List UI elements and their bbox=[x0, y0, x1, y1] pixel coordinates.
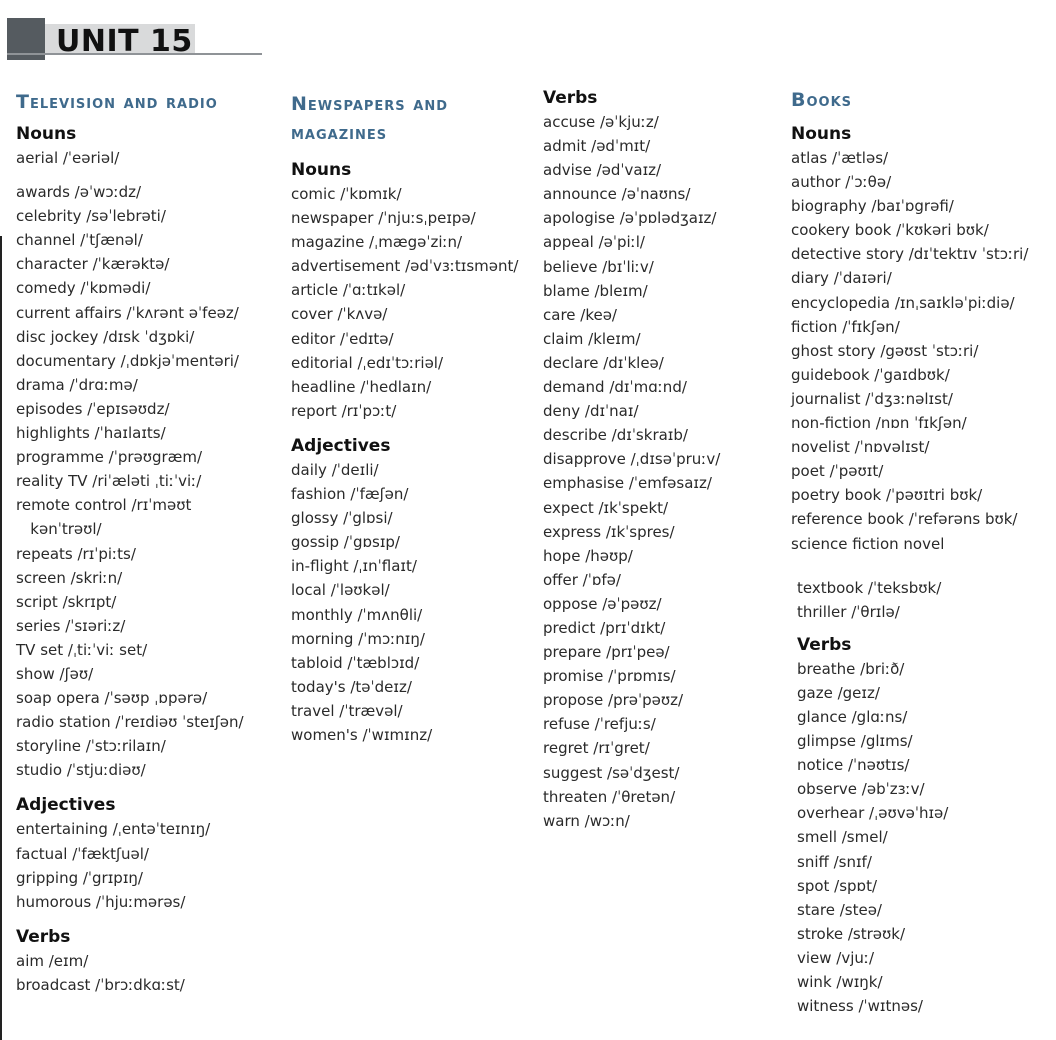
group-tv-adjectives bbox=[16, 793, 282, 913]
list-tv-nouns-b bbox=[16, 180, 282, 782]
unit-title: UNIT 15 bbox=[56, 24, 193, 59]
vocab-entry: magazine /ˌmægəˈziːn/ bbox=[291, 233, 463, 252]
heading-tv-verbs: Verbs bbox=[16, 926, 71, 947]
vocab-entry: drama /ˈdrɑːmə/ bbox=[16, 375, 138, 394]
vocab-entry: apologise /əˈpɒlədʒaɪz/ bbox=[543, 209, 717, 228]
vocab-entry: highlights /ˈhaɪlaɪts/ bbox=[16, 424, 166, 443]
heading-news-nouns: Nouns bbox=[291, 160, 352, 180]
spacer bbox=[16, 914, 282, 925]
vocab-entry: gossip /ˈgɒsɪp/ bbox=[291, 533, 400, 552]
vocab-entry: suggest /səˈdʒest/ bbox=[543, 763, 680, 782]
vocab-entry: TV set /ˌtiːˈviː set/ bbox=[16, 640, 148, 659]
vocab-entry: author /ˈɔːθə/ bbox=[791, 173, 892, 192]
vocab-entry: care /keə/ bbox=[543, 305, 617, 324]
vocab-entry: glimpse /glɪms/ bbox=[797, 732, 913, 751]
vocab-entry: guidebook /ˈgaɪdbʊk/ bbox=[791, 365, 950, 384]
vocab-entry: thriller /ˈθrɪlə/ bbox=[797, 602, 900, 621]
vocab-entry: overhear /ˌəʊvəˈhɪə/ bbox=[797, 804, 949, 823]
group-books-nouns bbox=[791, 122, 1053, 624]
vocab-entry: atlas /ˈætləs/ bbox=[791, 149, 889, 167]
vocab-entry: poet /ˈpəʊɪt/ bbox=[791, 462, 884, 481]
group-tv-nouns bbox=[16, 122, 282, 782]
vocab-entry: threaten /ˈθretən/ bbox=[543, 787, 676, 806]
list-books-nouns-a bbox=[791, 146, 1053, 556]
vocab-entry: series /ˈsɪəriːz/ bbox=[16, 616, 126, 635]
vocab-entry: travel /ˈtrævəl/ bbox=[291, 701, 403, 720]
vocab-entry: encyclopedia /ɪnˌsaɪkləˈpiːdiə/ bbox=[791, 293, 1015, 312]
group-tv-verbs bbox=[16, 925, 282, 997]
vocab-entry: aerial /ˈeəriəl/ bbox=[16, 149, 120, 167]
vocab-entry: script /skrɪpt/ bbox=[16, 592, 117, 611]
list-books-nouns-b bbox=[791, 576, 1053, 624]
list-reporting-verbs bbox=[543, 110, 783, 833]
vocab-entry: breathe /briːð/ bbox=[797, 659, 905, 678]
vocab-entry: deny /dɪˈnaɪ/ bbox=[543, 402, 639, 421]
vocab-entry: report /rɪˈpɔːt/ bbox=[291, 401, 397, 420]
vocab-entry: advertisement /ədˈvɜːtɪsmənt/ bbox=[291, 257, 519, 276]
vocab-entry: witness /ˈwɪtnəs/ bbox=[797, 997, 923, 1016]
vocab-entry: screen /skriːn/ bbox=[16, 568, 123, 587]
vocab-entry: spot /spɒt/ bbox=[797, 876, 878, 895]
vocab-entry: detective story /dɪˈtektɪv ˈstɔːri/ bbox=[791, 245, 1029, 264]
group-books-verbs bbox=[791, 633, 1053, 1018]
column-television-radio bbox=[16, 88, 282, 997]
vocab-entry: science fiction novel bbox=[791, 534, 945, 553]
vocab-entry: article /ˈɑːtɪkəl/ bbox=[291, 281, 406, 300]
vocab-entry: gripping /ˈgrɪpɪŋ/ bbox=[16, 868, 143, 887]
vocab-entry: comic /ˈkɒmɪk/ bbox=[291, 185, 402, 203]
vocab-entry: factual /ˈfæktʃuəl/ bbox=[16, 844, 149, 863]
vocab-entry: believe /bɪˈliːv/ bbox=[543, 257, 654, 276]
section-title-line-1: Newspapers and bbox=[291, 93, 449, 115]
vocab-entry: cookery book /ˈkʊkəri bʊk/ bbox=[791, 221, 989, 240]
spacer bbox=[16, 170, 282, 180]
vocab-entry: reality TV /riˈæləti ˌtiːˈviː/ bbox=[16, 472, 202, 491]
vocab-entry: newspaper /ˈnjuːsˌpeɪpə/ bbox=[291, 209, 476, 228]
vocab-entry: blame /bleɪm/ bbox=[543, 281, 648, 300]
vocab-entry: daily /ˈdeɪli/ bbox=[291, 460, 379, 479]
list-tv-verbs bbox=[16, 949, 282, 997]
column-reporting-verbs bbox=[543, 86, 783, 833]
vocab-entry: today's /təˈdeɪz/ bbox=[291, 677, 412, 696]
spacer bbox=[16, 782, 282, 793]
vocab-entry: oppose /əˈpəʊz/ bbox=[543, 594, 662, 613]
vocab-entry: character /ˈkærəktə/ bbox=[16, 255, 170, 274]
vocab-entry: current affairs /ˈkʌrənt əˈfeəz/ bbox=[16, 303, 239, 322]
group-reporting-verbs bbox=[543, 86, 783, 833]
vocab-entry: episodes /ˈepɪsəʊdz/ bbox=[16, 399, 170, 418]
list-books-verbs bbox=[797, 657, 1053, 1018]
vocab-entry: radio station /ˈreɪdiəʊ ˈsteɪʃən/ bbox=[16, 713, 244, 732]
vocab-entry: local /ˈləʊkəl/ bbox=[291, 581, 390, 600]
vocab-entry: show /ʃəʊ/ bbox=[16, 664, 94, 683]
vocab-entry: remote control /rɪˈməʊt bbox=[16, 496, 192, 515]
group-news-nouns bbox=[291, 158, 536, 423]
section-title-line-2: magazines bbox=[291, 122, 388, 144]
vocab-entry: repeats /rɪˈpiːts/ bbox=[16, 544, 136, 563]
vocab-entry: stare /steə/ bbox=[797, 900, 882, 919]
vocab-entry: emphasise /ˈemfəsaɪz/ bbox=[543, 474, 712, 493]
vocab-entry: broadcast /ˈbrɔːdkɑːst/ bbox=[16, 975, 185, 994]
heading-tv-adjectives: Adjectives bbox=[16, 795, 116, 816]
vocab-entry: propose /prəˈpəʊz/ bbox=[543, 691, 684, 710]
vocab-entry: appeal /əˈpiːl/ bbox=[543, 233, 645, 252]
list-tv-nouns-a bbox=[16, 146, 282, 170]
section-title-television-radio: Television and radio bbox=[16, 91, 218, 113]
vocab-entry: biography /baɪˈɒgrəfi/ bbox=[791, 197, 954, 216]
vocab-entry: describe /dɪˈskraɪb/ bbox=[543, 426, 688, 445]
vocab-entry: observe /əbˈzɜːv/ bbox=[797, 780, 925, 799]
vocab-entry: fashion /ˈfæʃən/ bbox=[291, 485, 409, 504]
vocab-entry: warn /wɔːn/ bbox=[543, 811, 630, 830]
vocab-entry: aim /eɪm/ bbox=[16, 951, 89, 970]
vocab-entry: tabloid /ˈtæblɔɪd/ bbox=[291, 653, 420, 672]
heading-books-verbs: Verbs bbox=[797, 634, 852, 655]
spacer bbox=[291, 423, 536, 434]
section-title-books: Books bbox=[791, 89, 853, 111]
vocab-entry: admit /ədˈmɪt/ bbox=[543, 137, 651, 156]
vocab-entry: glance /glɑːns/ bbox=[797, 707, 908, 726]
vocab-entry: wink /wɪŋk/ bbox=[797, 973, 883, 991]
vocab-entry: journalist /ˈdʒɜːnəlɪst/ bbox=[791, 389, 953, 408]
vocab-entry: sniff /snɪf/ bbox=[797, 852, 872, 871]
vocab-entry: poetry book /ˈpəʊɪtri bʊk/ bbox=[791, 486, 983, 505]
vocab-entry: promise /ˈprɒmɪs/ bbox=[543, 667, 676, 686]
vocab-entry: declare /dɪˈkleə/ bbox=[543, 353, 664, 372]
vocab-entry: express /ɪkˈspres/ bbox=[543, 522, 675, 541]
vocab-entry: regret /rɪˈgret/ bbox=[543, 739, 650, 758]
spacer bbox=[791, 556, 1053, 576]
group-news-adjectives bbox=[291, 434, 536, 747]
vocab-entry: soap opera /ˈsəʊp ˌɒpərə/ bbox=[16, 689, 208, 708]
spacer bbox=[791, 624, 1053, 633]
list-news-nouns bbox=[291, 182, 536, 423]
vocab-entry: comedy /ˈkɒmədi/ bbox=[16, 279, 151, 298]
vocab-entry: demand /dɪˈmɑːnd/ bbox=[543, 378, 687, 397]
vocab-entry: smell /smel/ bbox=[797, 828, 888, 847]
vocab-entry: expect /ɪkˈspekt/ bbox=[543, 498, 669, 517]
vocab-entry: offer /ˈɒfə/ bbox=[543, 570, 621, 589]
vocab-entry: view /vjuː/ bbox=[797, 948, 875, 967]
vocab-entry: in-flight /ˌɪnˈflaɪt/ bbox=[291, 557, 417, 576]
vocab-entry: awards /əˈwɔːdz/ bbox=[16, 183, 142, 202]
column-newspapers-magazines bbox=[291, 90, 536, 747]
list-tv-adjectives bbox=[16, 817, 282, 913]
vocab-entry: disapprove /ˌdɪsəˈpruːv/ bbox=[543, 450, 721, 469]
vocab-entry: editorial /ˌedɪˈtɔːriəl/ bbox=[291, 353, 444, 372]
vocab-entry: diary /ˈdaɪəri/ bbox=[791, 269, 892, 288]
vocab-entry: textbook /ˈteksbʊk/ bbox=[797, 578, 942, 597]
vocab-entry: claim /kleɪm/ bbox=[543, 329, 641, 348]
vocab-entry: studio /ˈstjuːdiəʊ/ bbox=[16, 761, 146, 780]
vocab-entry: notice /ˈnəʊtɪs/ bbox=[797, 756, 910, 775]
vocab-entry: kənˈtrəʊl/ bbox=[16, 520, 102, 539]
vocab-entry: channel /ˈtʃænəl/ bbox=[16, 231, 143, 250]
heading-books-nouns: Nouns bbox=[791, 124, 852, 144]
vocab-entry: disc jockey /dɪsk ˈdʒɒki/ bbox=[16, 327, 195, 346]
vocab-entry: accuse /əˈkjuːz/ bbox=[543, 113, 659, 131]
vocab-entry: reference book /ˈrefərəns bʊk/ bbox=[791, 510, 1018, 529]
vocab-entry: announce /əˈnaʊns/ bbox=[543, 185, 691, 204]
vocab-entry: editor /ˈedɪtə/ bbox=[291, 329, 394, 348]
list-news-adjectives bbox=[291, 458, 536, 747]
vocab-entry: morning /ˈmɔːnɪŋ/ bbox=[291, 629, 425, 648]
vocab-entry: gaze /geɪz/ bbox=[797, 683, 880, 702]
vocab-entry: prepare /prɪˈpeə/ bbox=[543, 643, 670, 662]
column-books bbox=[791, 86, 1053, 1018]
left-margin-rule bbox=[0, 236, 2, 1040]
vocab-entry: women's /ˈwɪmɪnz/ bbox=[291, 725, 433, 744]
heading-tv-nouns: Nouns bbox=[16, 124, 77, 144]
vocab-entry: hope /həʊp/ bbox=[543, 546, 633, 565]
vocab-entry: ghost story /gəʊst ˈstɔːri/ bbox=[791, 341, 979, 360]
vocab-entry: entertaining /ˌentəˈteɪnɪŋ/ bbox=[16, 820, 211, 839]
vocab-entry: cover /ˈkʌvə/ bbox=[291, 305, 388, 324]
vocab-entry: non-fiction /nɒn ˈfɪkʃən/ bbox=[791, 414, 967, 433]
vocab-entry: celebrity /səˈlebrəti/ bbox=[16, 207, 166, 226]
vocab-entry: predict /prɪˈdɪkt/ bbox=[543, 618, 666, 637]
vocab-entry: stroke /strəʊk/ bbox=[797, 924, 906, 943]
vocab-entry: programme /ˈprəʊgræm/ bbox=[16, 448, 203, 467]
section-title-newspapers-magazines bbox=[291, 90, 536, 148]
heading-news-adjectives: Adjectives bbox=[291, 435, 391, 456]
vocab-entry: storyline /ˈstɔːrilaɪn/ bbox=[16, 737, 166, 756]
vocab-entry: advise /ədˈvaɪz/ bbox=[543, 161, 662, 180]
vocab-entry: refuse /ˈrefjuːs/ bbox=[543, 715, 656, 734]
vocab-entry: documentary /ˌdɒkjəˈmentəri/ bbox=[16, 351, 239, 370]
heading-reporting-verbs: Verbs bbox=[543, 88, 598, 108]
vocab-entry: novelist /ˈnɒvəlɪst/ bbox=[791, 438, 930, 457]
vocab-entry: glossy /ˈglɒsi/ bbox=[291, 509, 393, 528]
vocab-entry: headline /ˈhedlaɪn/ bbox=[291, 377, 432, 396]
vocab-entry: fiction /ˈfɪkʃən/ bbox=[791, 317, 900, 336]
vocab-entry: monthly /ˈmʌnθli/ bbox=[291, 605, 423, 624]
vocab-entry: humorous /ˈhjuːmərəs/ bbox=[16, 892, 186, 911]
